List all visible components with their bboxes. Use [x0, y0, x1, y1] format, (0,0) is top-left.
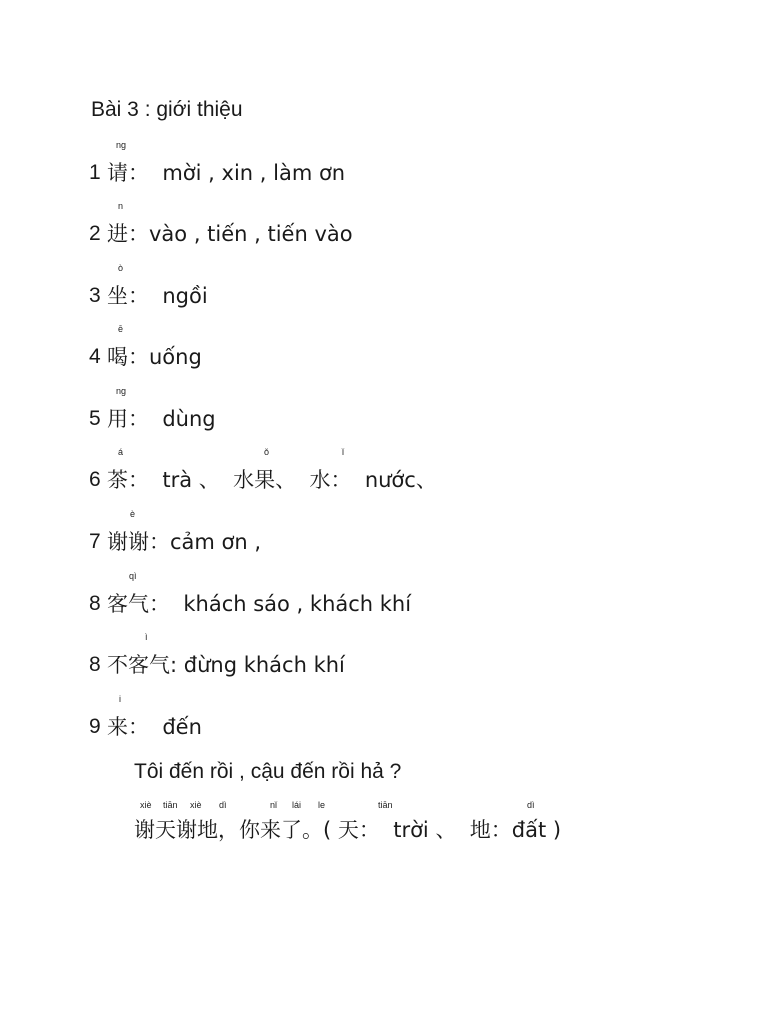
pinyin-annotation: ǒ: [264, 447, 270, 457]
vocab-item-9: [89, 631, 749, 691]
pinyin-annotation: nǐ: [270, 800, 278, 810]
vocab-item-6: [89, 446, 749, 506]
item-text: 不客气: đừng khách khí: [107, 653, 345, 677]
pinyin-annotation: le: [318, 800, 326, 810]
pinyin-annotation: ì: [145, 632, 148, 642]
pinyin-annotation: xiè: [190, 800, 202, 810]
item-number: 6: [89, 468, 101, 491]
vocab-item-8: [89, 570, 749, 630]
pinyin-annotation: i: [119, 694, 121, 704]
item-text: 来： đến: [107, 715, 202, 739]
item-text: 进：vào , tiến , tiến vào: [107, 222, 353, 246]
pinyin-annotation: qì: [129, 571, 137, 581]
vocab-item-1: [89, 139, 749, 199]
pinyin-annotation: á: [118, 447, 124, 457]
item-text: 用： dùng: [107, 407, 216, 431]
item-text: 客气： khách sáo , khách khí: [107, 592, 412, 616]
pinyin-annotation: ò: [118, 263, 124, 273]
item-text: 请： mời , xin , làm ơn: [107, 161, 346, 185]
pinyin-annotation: ng: [116, 386, 127, 396]
vocab-item-7: [89, 508, 749, 568]
pinyin-annotation: n: [118, 201, 124, 211]
pinyin-annotation: ē: [118, 324, 124, 334]
pinyin-annotation: dì: [219, 800, 227, 810]
item-number: 2: [89, 222, 101, 245]
item-number: 1: [89, 161, 101, 184]
lesson-title: Bài 3 : giới thiệu: [91, 98, 243, 121]
item-number: 7: [89, 530, 101, 553]
item-number: 5: [89, 407, 101, 430]
pinyin-annotation: tiān: [163, 800, 178, 810]
item-text: 谢谢：cảm ơn ,: [107, 530, 262, 554]
pinyin-annotation: lái: [292, 800, 302, 810]
vocab-item-10: [89, 693, 749, 753]
vocab-item-3: [89, 262, 749, 322]
pinyin-annotation: xiè: [140, 800, 152, 810]
vocab-item-2: [89, 200, 749, 260]
item-number: 9: [89, 715, 101, 738]
item-text: 坐： ngồi: [107, 284, 208, 308]
pinyin-annotation: è: [130, 509, 136, 519]
vocab-item-5: [89, 385, 749, 445]
example-sentence-vietnamese: Tôi đến rồi , cậu đến rồi hả ?: [134, 760, 402, 783]
pinyin-annotation: dì: [527, 800, 535, 810]
example-sentence-chinese: 谢天谢地，你来了。( 天： trời 、 地：đất ): [134, 818, 562, 842]
pinyin-annotation: ǐ: [342, 447, 344, 457]
item-number: 8: [89, 653, 101, 676]
item-number: 3: [89, 284, 101, 307]
pinyin-annotation: ng: [116, 140, 127, 150]
item-text: 茶： trà 、 水果、 水： nước、: [107, 468, 437, 492]
item-number: 4: [89, 345, 101, 368]
vocab-item-4: [89, 323, 749, 383]
item-text: 喝：uống: [107, 345, 202, 369]
pinyin-annotation: tiān: [378, 800, 393, 810]
item-number: 8: [89, 592, 101, 615]
